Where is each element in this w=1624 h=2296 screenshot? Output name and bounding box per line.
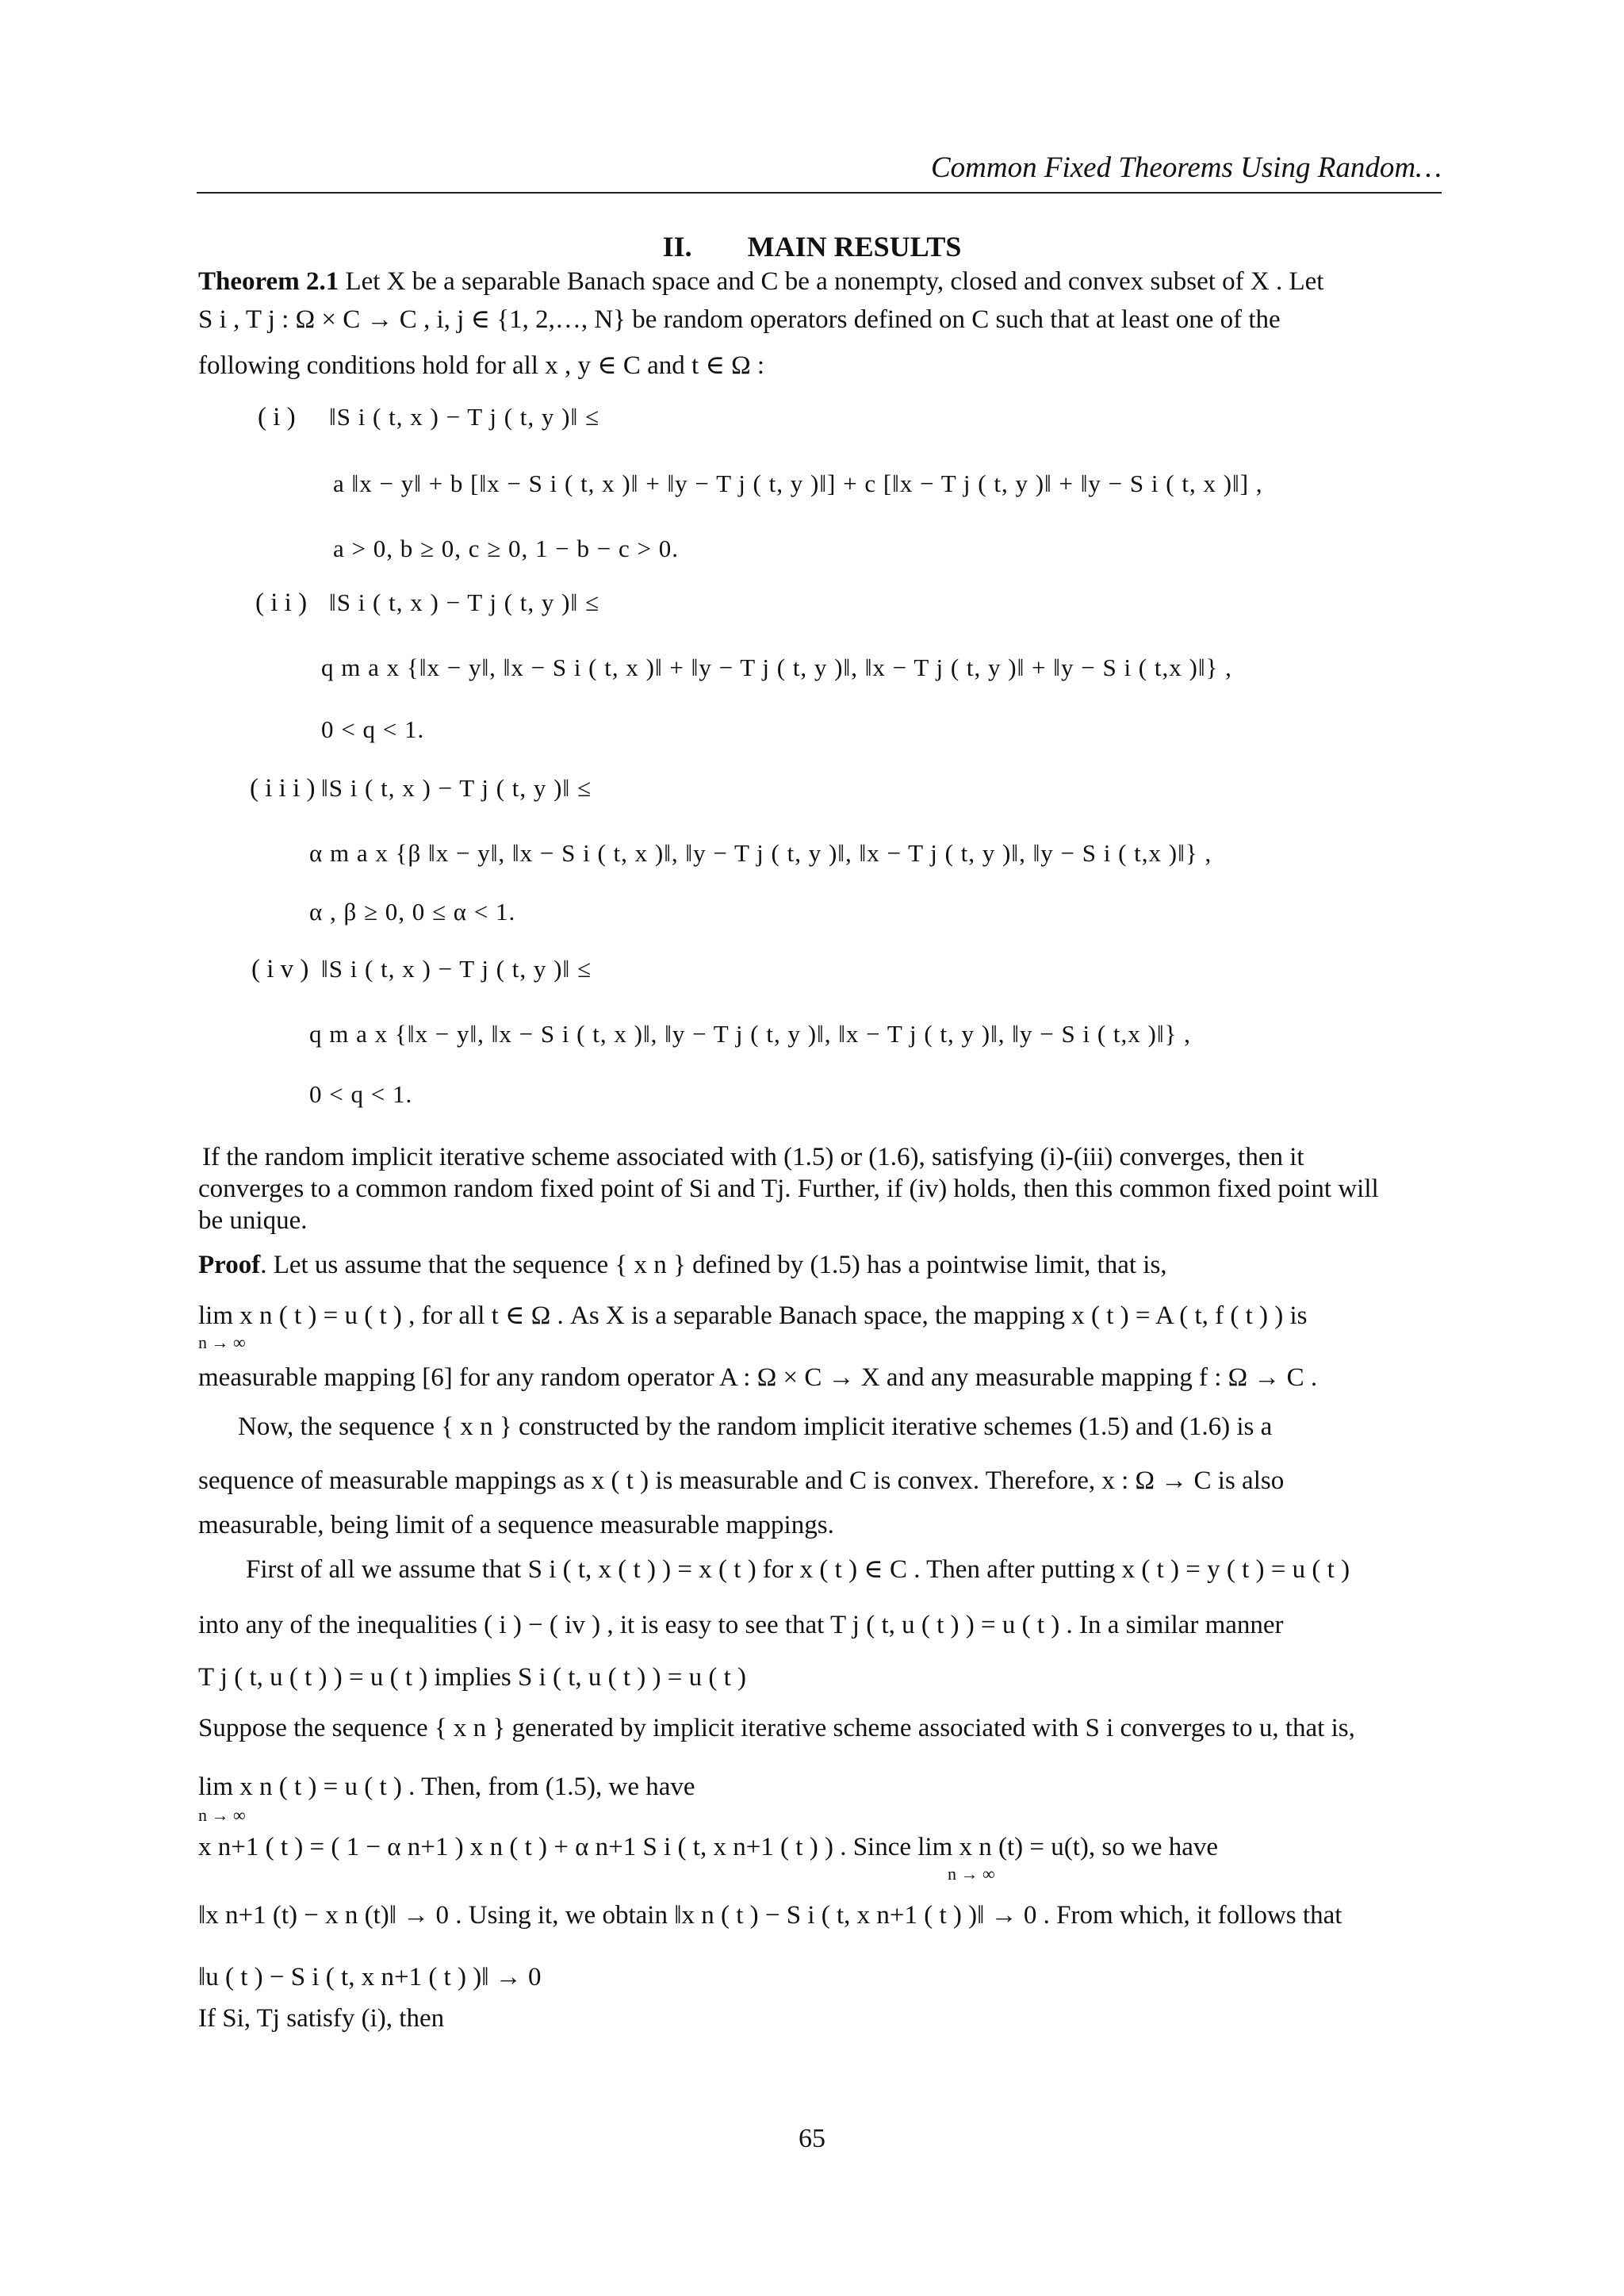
condition-lhs-i: ‖S i ( t, x ) − T j ( t, y )‖ ≤ bbox=[329, 403, 599, 431]
paragraph-4-line-4: ‖x n+1 (t) − x n (t)‖ → 0 . Using it, we obtain ‖x n ( t ) − S i ( t, x n+1 ( t ) )‖ → 0 . From which, it follows that bbox=[198, 1901, 1342, 1930]
paragraph-4-line-6: If Si, Tj satisfy (i), then bbox=[198, 2004, 445, 2033]
paragraph-1-line-3: be unique. bbox=[198, 1206, 308, 1235]
paragraph-4-line-2-limit-sub: n → ∞ bbox=[198, 1805, 246, 1825]
paragraph-1-line-2: converges to a common random fixed point of Si and Tj. Further, if (iv) holds, then this common fixed point will bbox=[198, 1175, 1379, 1203]
paragraph-4-line-2: lim x n ( t ) = u ( t ) . Then, from (1.5), we have bbox=[198, 1773, 695, 1801]
condition-constraint-ii: 0 < q < 1. bbox=[321, 715, 425, 743]
condition-constraint-iv: 0 < q < 1. bbox=[309, 1080, 413, 1108]
paragraph-2-line-1: Now, the sequence { x n } constructed by the random implicit iterative schemes (1.5) and (1.6) is a bbox=[238, 1412, 1273, 1441]
theorem-line-3: following conditions hold for all x , y ∈ C and t ∈ Ω : bbox=[198, 351, 765, 380]
header-rule bbox=[197, 192, 1442, 194]
paragraph-4-line-3: x n+1 ( t ) = ( 1 − α n+1 ) x n ( t ) + α n+1 S i ( t, x n+1 ( t ) ) . Since lim x n (t) = u(t), so we have bbox=[198, 1833, 1219, 1861]
condition-rhs-ii: q m a x {‖x − y‖, ‖x − S i ( t, x )‖ + ‖y − T j ( t, y )‖, ‖x − T j ( t, y )‖ + ‖y − S i ( t,x )‖} , bbox=[321, 654, 1232, 681]
theorem-line-1 bbox=[198, 266, 1323, 298]
condition-lhs-ii: ‖S i ( t, x ) − T j ( t, y )‖ ≤ bbox=[329, 588, 599, 616]
theorem-line-2: S i , T j : Ω × C → C , i, j ∈ {1, 2,…, N} be random operators defined on C such that at least one of the bbox=[198, 305, 1281, 334]
paragraph-1-line-1: If the random implicit iterative scheme associated with (1.5) or (1.6), satisfying (i)-(iii) converges, then it bbox=[202, 1143, 1304, 1171]
proof-line-2-limit-sub: n → ∞ bbox=[198, 1332, 246, 1352]
proof-line-1 bbox=[198, 1250, 1167, 1282]
paragraph-2-line-3: measurable, being limit of a sequence measurable mappings. bbox=[198, 1511, 834, 1539]
condition-lhs-iii: ‖S i ( t, x ) − T j ( t, y )‖ ≤ bbox=[321, 774, 592, 802]
condition-rhs-iv: q m a x {‖x − y‖, ‖x − S i ( t, x )‖, ‖y − T j ( t, y )‖, ‖x − T j ( t, y )‖, ‖y − S i ( t,x )‖} , bbox=[309, 1020, 1191, 1048]
section-title: MAIN RESULTS bbox=[747, 231, 962, 263]
section-heading bbox=[0, 230, 1624, 263]
paragraph-4-line-5: ‖u ( t ) − S i ( t, x n+1 ( t ) )‖ → 0 bbox=[198, 1963, 542, 1991]
running-header: Common Fixed Theorems Using Random… bbox=[930, 151, 1442, 184]
paragraph-3-line-3: T j ( t, u ( t ) ) = u ( t ) implies S i ( t, u ( t ) ) = u ( t ) bbox=[198, 1663, 747, 1692]
paragraph-4-line-3-limit-sub: n → ∞ bbox=[948, 1864, 995, 1884]
paragraph-4-line-1: Suppose the sequence { x n } generated by implicit iterative scheme associated with S i converges to u, that is, bbox=[198, 1714, 1355, 1742]
paragraph-3-line-1: First of all we assume that S i ( t, x ( t ) ) = x ( t ) for x ( t ) ∈ C . Then after putting x ( t ) = y ( t ) = u ( t ) bbox=[246, 1555, 1350, 1584]
proof-text-1: . Let us assume that the sequence { x n } defined by (1.5) has a pointwise limit, that is, bbox=[260, 1251, 1167, 1279]
condition-lhs-iv: ‖S i ( t, x ) − T j ( t, y )‖ ≤ bbox=[321, 955, 592, 983]
paragraph-3-line-2: into any of the inequalities ( i ) − ( iv ) , it is easy to see that T j ( t, u ( t ) ) = u ( t ) . In a similar manner bbox=[198, 1611, 1284, 1639]
paragraph-2-line-2: sequence of measurable mappings as x ( t ) is measurable and C is convex. Therefore, x : Ω → C is also bbox=[198, 1466, 1285, 1495]
condition-label-iii: ( i i i ) bbox=[250, 774, 316, 803]
proof-line-3: measurable mapping [6] for any random operator A : Ω × C → X and any measurable mapping f : Ω → C . bbox=[198, 1363, 1318, 1392]
theorem-text-1: Let X be a separable Banach space and C be a nonempty, closed and convex subset of X . Let bbox=[345, 267, 1324, 296]
condition-rhs-i: a ‖x − y‖ + b [‖x − S i ( t, x )‖ + ‖y − T j ( t, y )‖] + c [‖x − T j ( t, y )‖ + ‖y − S i ( t, x )‖] , bbox=[333, 470, 1263, 497]
proof-line-2: lim x n ( t ) = u ( t ) , for all t ∈ Ω . As X is a separable Banach space, the mapping x ( t ) = A ( t, f ( t ) ) is bbox=[198, 1301, 1308, 1330]
condition-label-iv: ( i v ) bbox=[251, 955, 309, 983]
condition-label-i: ( i ) bbox=[258, 403, 296, 431]
proof-label: Proof bbox=[198, 1251, 261, 1279]
condition-constraint-iii: α , β ≥ 0, 0 ≤ α < 1. bbox=[309, 898, 516, 926]
theorem-label: Theorem 2.1 bbox=[198, 267, 339, 296]
page-number: 65 bbox=[799, 2124, 825, 2153]
condition-constraint-i: a > 0, b ≥ 0, c ≥ 0, 1 − b − c > 0. bbox=[333, 535, 679, 562]
condition-rhs-iii: α m a x {β ‖x − y‖, ‖x − S i ( t, x )‖, ‖y − T j ( t, y )‖, ‖x − T j ( t, y )‖, ‖y − S i ( t,x )‖} , bbox=[309, 839, 1212, 867]
condition-label-ii: ( i i ) bbox=[255, 588, 308, 617]
section-number: II. bbox=[662, 231, 692, 263]
